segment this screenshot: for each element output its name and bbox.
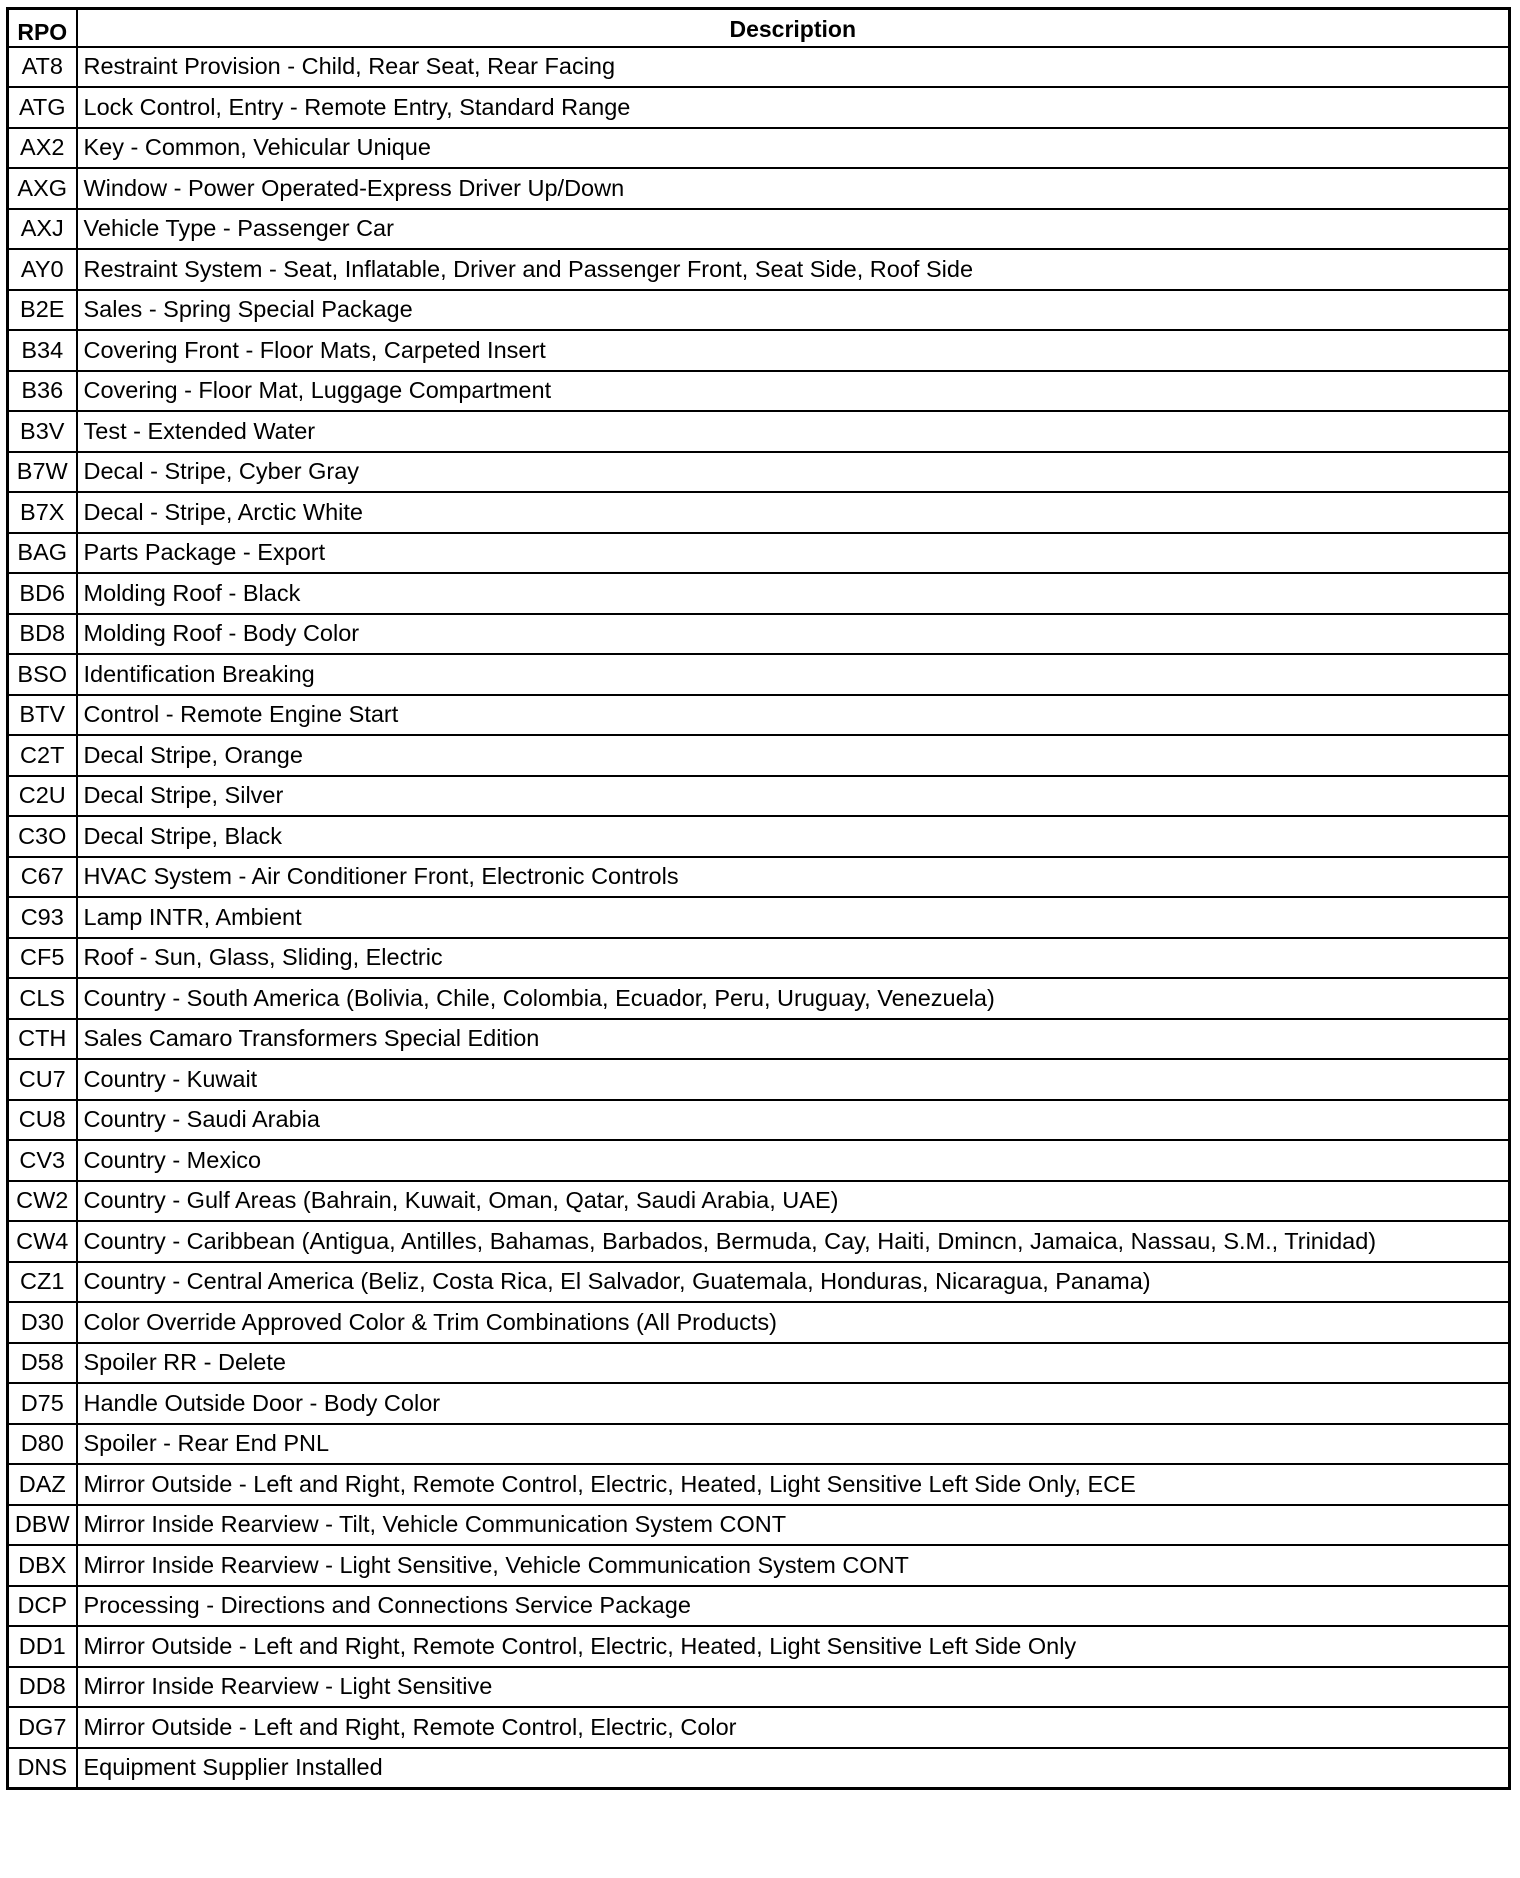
description-cell: Molding Roof - Black: [77, 573, 1510, 614]
rpo-code-cell: C2T: [8, 735, 77, 776]
rpo-code-cell: C3O: [8, 816, 77, 857]
table-row: [8, 1140, 1510, 1181]
table-row: [8, 371, 1510, 412]
table-row: [8, 1059, 1510, 1100]
table-row: [8, 290, 1510, 331]
rpo-code-cell: CZ1: [8, 1262, 77, 1303]
description-column-header: Description: [77, 9, 1510, 47]
description-cell: Restraint System - Seat, Inflatable, Driver and Passenger Front, Seat Side, Roof Side: [77, 249, 1510, 290]
table-row: [8, 330, 1510, 371]
rpo-code-cell: BSO: [8, 654, 77, 695]
table-row: [8, 1464, 1510, 1505]
description-cell: Decal Stripe, Black: [77, 816, 1510, 857]
table-row: [8, 1262, 1510, 1303]
table-row: [8, 47, 1510, 88]
table-body: [8, 47, 1510, 1789]
description-cell: Sales - Spring Special Package: [77, 290, 1510, 331]
description-cell: HVAC System - Air Conditioner Front, Electronic Controls: [77, 857, 1510, 898]
description-cell: Equipment Supplier Installed: [77, 1748, 1510, 1789]
description-cell: Mirror Outside - Left and Right, Remote Control, Electric, Color: [77, 1707, 1510, 1748]
rpo-code-cell: CU8: [8, 1100, 77, 1141]
description-cell: Country - South America (Bolivia, Chile, Colombia, Ecuador, Peru, Uruguay, Venezuela): [77, 978, 1510, 1019]
table-header-row: [8, 9, 1510, 47]
description-cell: Restraint Provision - Child, Rear Seat, Rear Facing: [77, 47, 1510, 88]
description-cell: Identification Breaking: [77, 654, 1510, 695]
rpo-code-cell: D30: [8, 1302, 77, 1343]
table-row: [8, 1181, 1510, 1222]
description-cell: Decal Stripe, Orange: [77, 735, 1510, 776]
rpo-code-cell: B34: [8, 330, 77, 371]
table-row: [8, 614, 1510, 655]
table-row: [8, 897, 1510, 938]
rpo-code-cell: B2E: [8, 290, 77, 331]
table-row: [8, 695, 1510, 736]
rpo-code-cell: DG7: [8, 1707, 77, 1748]
description-cell: Processing - Directions and Connections Service Package: [77, 1586, 1510, 1627]
description-cell: Mirror Outside - Left and Right, Remote Control, Electric, Heated, Light Sensitive Left Side Only, ECE: [77, 1464, 1510, 1505]
table-row: [8, 735, 1510, 776]
rpo-code-cell: ATG: [8, 87, 77, 128]
table-row: [8, 1424, 1510, 1465]
rpo-code-cell: BAG: [8, 533, 77, 574]
table-row: [8, 492, 1510, 533]
description-cell: Vehicle Type - Passenger Car: [77, 209, 1510, 250]
description-cell: Mirror Inside Rearview - Tilt, Vehicle Communication System CONT: [77, 1505, 1510, 1546]
description-cell: Lock Control, Entry - Remote Entry, Standard Range: [77, 87, 1510, 128]
table-row: [8, 168, 1510, 209]
description-cell: Key - Common, Vehicular Unique: [77, 128, 1510, 169]
rpo-code-cell: DNS: [8, 1748, 77, 1789]
table-row: [8, 411, 1510, 452]
rpo-code-cell: CF5: [8, 938, 77, 979]
description-cell: Lamp INTR, Ambient: [77, 897, 1510, 938]
rpo-code-cell: D75: [8, 1383, 77, 1424]
description-cell: Decal - Stripe, Cyber Gray: [77, 452, 1510, 493]
table-row: [8, 249, 1510, 290]
description-cell: Decal Stripe, Silver: [77, 776, 1510, 817]
description-cell: Parts Package - Export: [77, 533, 1510, 574]
description-cell: Spoiler RR - Delete: [77, 1343, 1510, 1384]
description-cell: Roof - Sun, Glass, Sliding, Electric: [77, 938, 1510, 979]
rpo-code-cell: DBW: [8, 1505, 77, 1546]
table-row: [8, 452, 1510, 493]
description-cell: Covering Front - Floor Mats, Carpeted Insert: [77, 330, 1510, 371]
description-cell: Country - Caribbean (Antigua, Antilles, Bahamas, Barbados, Bermuda, Cay, Haiti, Dmincn, Jamaica, Nassau, S.M., Trinidad): [77, 1221, 1510, 1262]
rpo-code-cell: BD6: [8, 573, 77, 614]
rpo-code-cell: DD1: [8, 1626, 77, 1667]
rpo-code-cell: AT8: [8, 47, 77, 88]
table-row: [8, 816, 1510, 857]
description-cell: Decal - Stripe, Arctic White: [77, 492, 1510, 533]
table-row: [8, 1707, 1510, 1748]
table-row: [8, 776, 1510, 817]
table-row: [8, 1586, 1510, 1627]
rpo-code-cell: C67: [8, 857, 77, 898]
table-row: [8, 938, 1510, 979]
rpo-code-cell: B3V: [8, 411, 77, 452]
rpo-code-cell: D58: [8, 1343, 77, 1384]
rpo-column-header: RPO: [8, 9, 77, 47]
rpo-code-cell: C2U: [8, 776, 77, 817]
rpo-code-cell: CV3: [8, 1140, 77, 1181]
description-cell: Country - Central America (Beliz, Costa Rica, El Salvador, Guatemala, Honduras, Nicaragua, Panama): [77, 1262, 1510, 1303]
table-row: [8, 1343, 1510, 1384]
table-row: [8, 1383, 1510, 1424]
table-row: [8, 128, 1510, 169]
rpo-code-cell: CLS: [8, 978, 77, 1019]
description-cell: Molding Roof - Body Color: [77, 614, 1510, 655]
rpo-code-cell: AX2: [8, 128, 77, 169]
rpo-code-cell: CU7: [8, 1059, 77, 1100]
description-cell: Country - Saudi Arabia: [77, 1100, 1510, 1141]
rpo-code-cell: B7X: [8, 492, 77, 533]
table-row: [8, 209, 1510, 250]
rpo-code-cell: B36: [8, 371, 77, 412]
description-cell: Country - Gulf Areas (Bahrain, Kuwait, Oman, Qatar, Saudi Arabia, UAE): [77, 1181, 1510, 1222]
description-cell: Test - Extended Water: [77, 411, 1510, 452]
table-row: [8, 87, 1510, 128]
description-cell: Country - Mexico: [77, 1140, 1510, 1181]
rpo-code-cell: CW2: [8, 1181, 77, 1222]
description-cell: Covering - Floor Mat, Luggage Compartment: [77, 371, 1510, 412]
table-row: [8, 1748, 1510, 1789]
table-row: [8, 1100, 1510, 1141]
rpo-code-cell: C93: [8, 897, 77, 938]
rpo-code-cell: DD8: [8, 1667, 77, 1708]
rpo-code-cell: DAZ: [8, 1464, 77, 1505]
description-cell: Country - Kuwait: [77, 1059, 1510, 1100]
table-row: [8, 654, 1510, 695]
table-row: [8, 1626, 1510, 1667]
table-row: [8, 573, 1510, 614]
rpo-code-cell: DCP: [8, 1586, 77, 1627]
table-row: [8, 1667, 1510, 1708]
description-cell: Mirror Inside Rearview - Light Sensitive: [77, 1667, 1510, 1708]
table-row: [8, 533, 1510, 574]
rpo-code-cell: BD8: [8, 614, 77, 655]
description-cell: Control - Remote Engine Start: [77, 695, 1510, 736]
description-cell: Window - Power Operated-Express Driver Up/Down: [77, 168, 1510, 209]
description-cell: Mirror Outside - Left and Right, Remote Control, Electric, Heated, Light Sensitive Left Side Only: [77, 1626, 1510, 1667]
table-row: [8, 1505, 1510, 1546]
rpo-code-cell: AXG: [8, 168, 77, 209]
description-cell: Handle Outside Door - Body Color: [77, 1383, 1510, 1424]
description-cell: Mirror Inside Rearview - Light Sensitive, Vehicle Communication System CONT: [77, 1545, 1510, 1586]
rpo-code-cell: DBX: [8, 1545, 77, 1586]
table-row: [8, 1545, 1510, 1586]
rpo-code-cell: CTH: [8, 1019, 77, 1060]
rpo-code-cell: AXJ: [8, 209, 77, 250]
table-row: [8, 857, 1510, 898]
rpo-code-cell: B7W: [8, 452, 77, 493]
description-cell: Color Override Approved Color & Trim Combinations (All Products): [77, 1302, 1510, 1343]
rpo-code-cell: BTV: [8, 695, 77, 736]
rpo-table: [6, 7, 1511, 1790]
description-cell: Spoiler - Rear End PNL: [77, 1424, 1510, 1465]
description-cell: Sales Camaro Transformers Special Edition: [77, 1019, 1510, 1060]
rpo-code-cell: AY0: [8, 249, 77, 290]
table-row: [8, 1302, 1510, 1343]
table-row: [8, 978, 1510, 1019]
rpo-code-cell: D80: [8, 1424, 77, 1465]
table-row: [8, 1019, 1510, 1060]
table-row: [8, 1221, 1510, 1262]
rpo-code-cell: CW4: [8, 1221, 77, 1262]
